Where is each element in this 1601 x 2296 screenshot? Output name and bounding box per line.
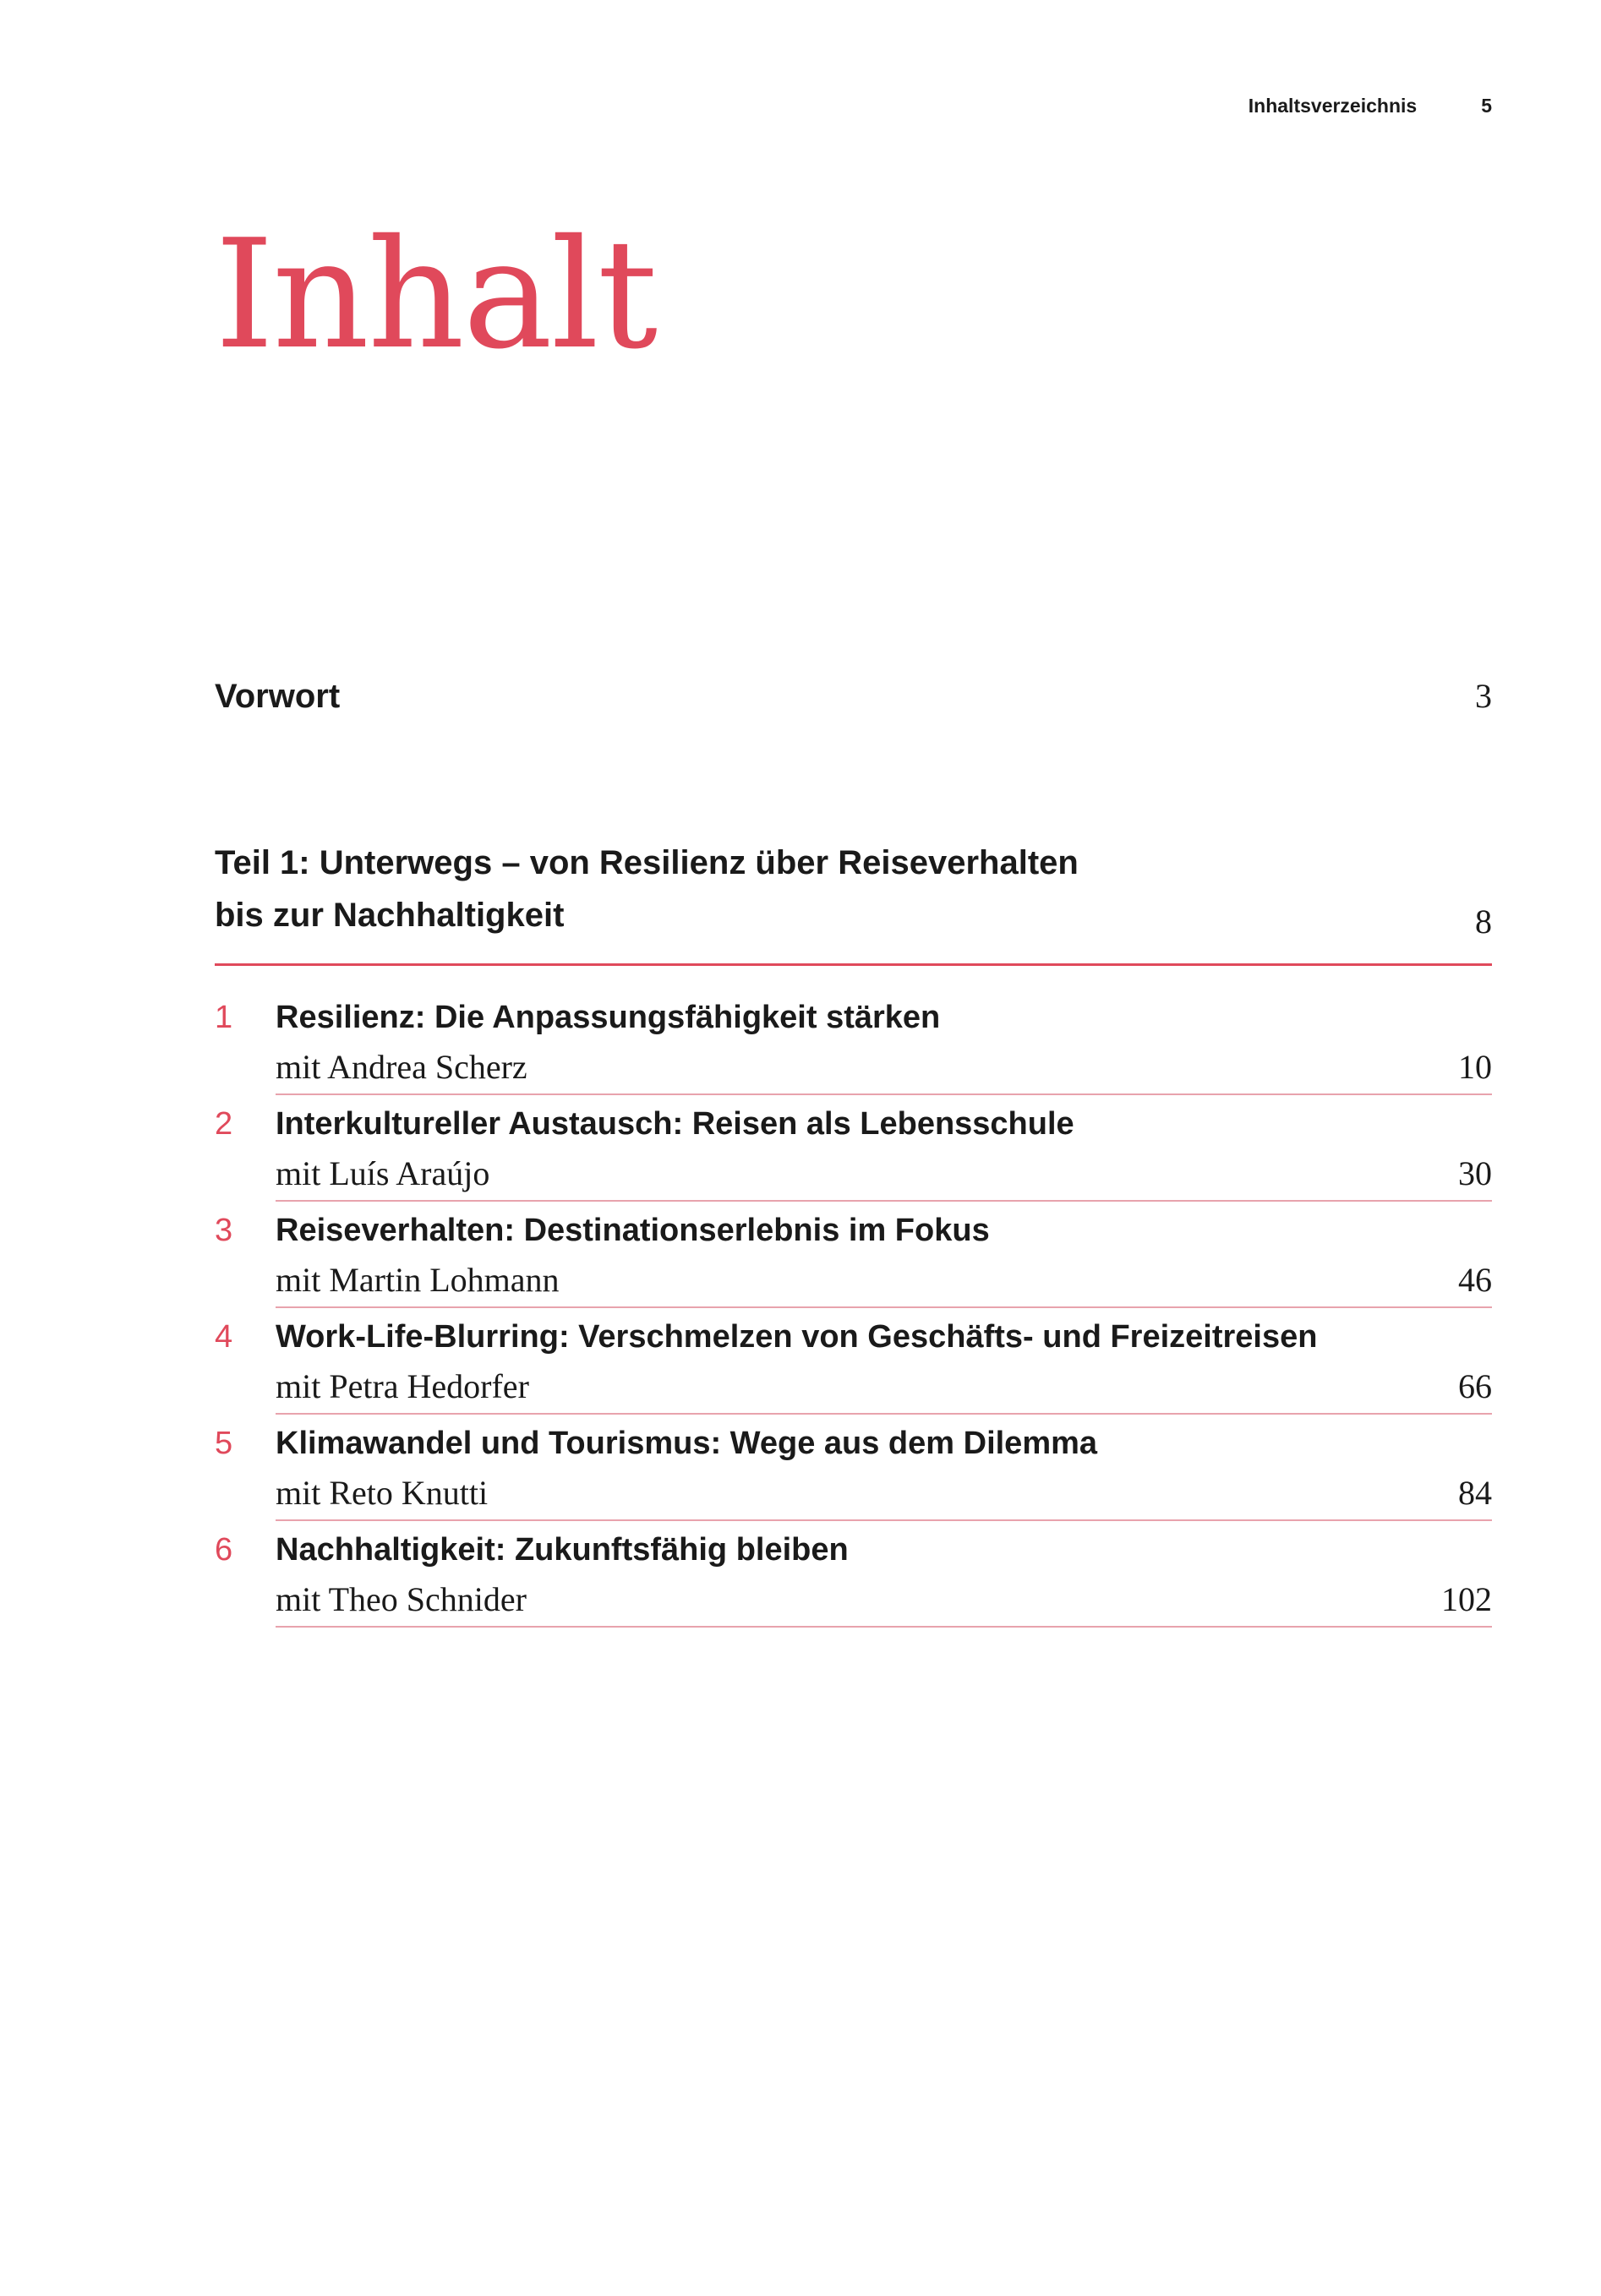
- chapter-author: mit Theo Schnider: [276, 1580, 527, 1618]
- chapter-page: 10: [1458, 1048, 1492, 1086]
- running-head: [1249, 95, 1492, 117]
- chapter-author: mit Andrea Scherz: [276, 1048, 527, 1086]
- part-title: [215, 837, 1314, 941]
- toc-chapter-3[interactable]: [215, 1202, 1492, 1308]
- toc-entry-foreword[interactable]: [215, 676, 1492, 716]
- chapter-page: 102: [1441, 1580, 1492, 1618]
- chapter-page: 66: [1458, 1367, 1492, 1405]
- toc-chapter-4[interactable]: [215, 1308, 1492, 1415]
- chapter-title: Reiseverhalten: Destinationserlebnis im Fokus: [276, 1213, 990, 1248]
- chapter-title: Work-Life-Blurring: Verschmelzen von Geschäfts- und Freizeitreisen: [276, 1319, 1318, 1355]
- toc-chapter-1[interactable]: [215, 989, 1492, 1095]
- part-title-line-2: bis zur Nachhaltigkeit: [215, 897, 565, 934]
- chapter-number: 5: [215, 1426, 233, 1461]
- chapter-title: Resilienz: Die Anpassungsfähigkeit stärken: [276, 1000, 941, 1035]
- part-title-line-1: Teil 1: Unterwegs – von Resilienz über Reiseverhalten: [215, 844, 1079, 881]
- chapter-list: [215, 989, 1492, 1628]
- chapter-title: Nachhaltigkeit: Zukunftsfähig bleiben: [276, 1532, 849, 1568]
- chapter-number: 6: [215, 1532, 233, 1568]
- chapter-number: 1: [215, 1000, 233, 1035]
- chapter-page: 84: [1458, 1474, 1492, 1512]
- chapter-title: Interkultureller Austausch: Reisen als Lebensschule: [276, 1106, 1074, 1142]
- part-page: 8: [1475, 903, 1492, 941]
- page-title: Inhalt: [215, 207, 657, 382]
- page-number: 5: [1481, 95, 1492, 117]
- chapter-author: mit Reto Knutti: [276, 1474, 489, 1512]
- toc-chapter-2[interactable]: [215, 1095, 1492, 1202]
- chapter-title: Klimawandel und Tourismus: Wege aus dem Dilemma: [276, 1426, 1098, 1461]
- chapter-author: mit Martin Lohmann: [276, 1261, 560, 1299]
- running-head-section: Inhaltsverzeichnis: [1248, 95, 1418, 117]
- toc-chapter-6[interactable]: [215, 1521, 1492, 1628]
- chapter-number: 4: [215, 1319, 233, 1355]
- foreword-page: 3: [1475, 677, 1492, 715]
- chapter-number: 2: [215, 1106, 233, 1142]
- toc-chapter-5[interactable]: [215, 1415, 1492, 1521]
- foreword-label: Vorwort: [215, 678, 341, 715]
- toc-part-1[interactable]: [215, 837, 1492, 966]
- chapter-page: 46: [1458, 1261, 1492, 1299]
- chapter-author: mit Luís Araújo: [276, 1154, 490, 1192]
- chapter-page: 30: [1458, 1154, 1492, 1192]
- chapter-number: 3: [215, 1213, 233, 1248]
- chapter-author: mit Petra Hedorfer: [276, 1367, 529, 1405]
